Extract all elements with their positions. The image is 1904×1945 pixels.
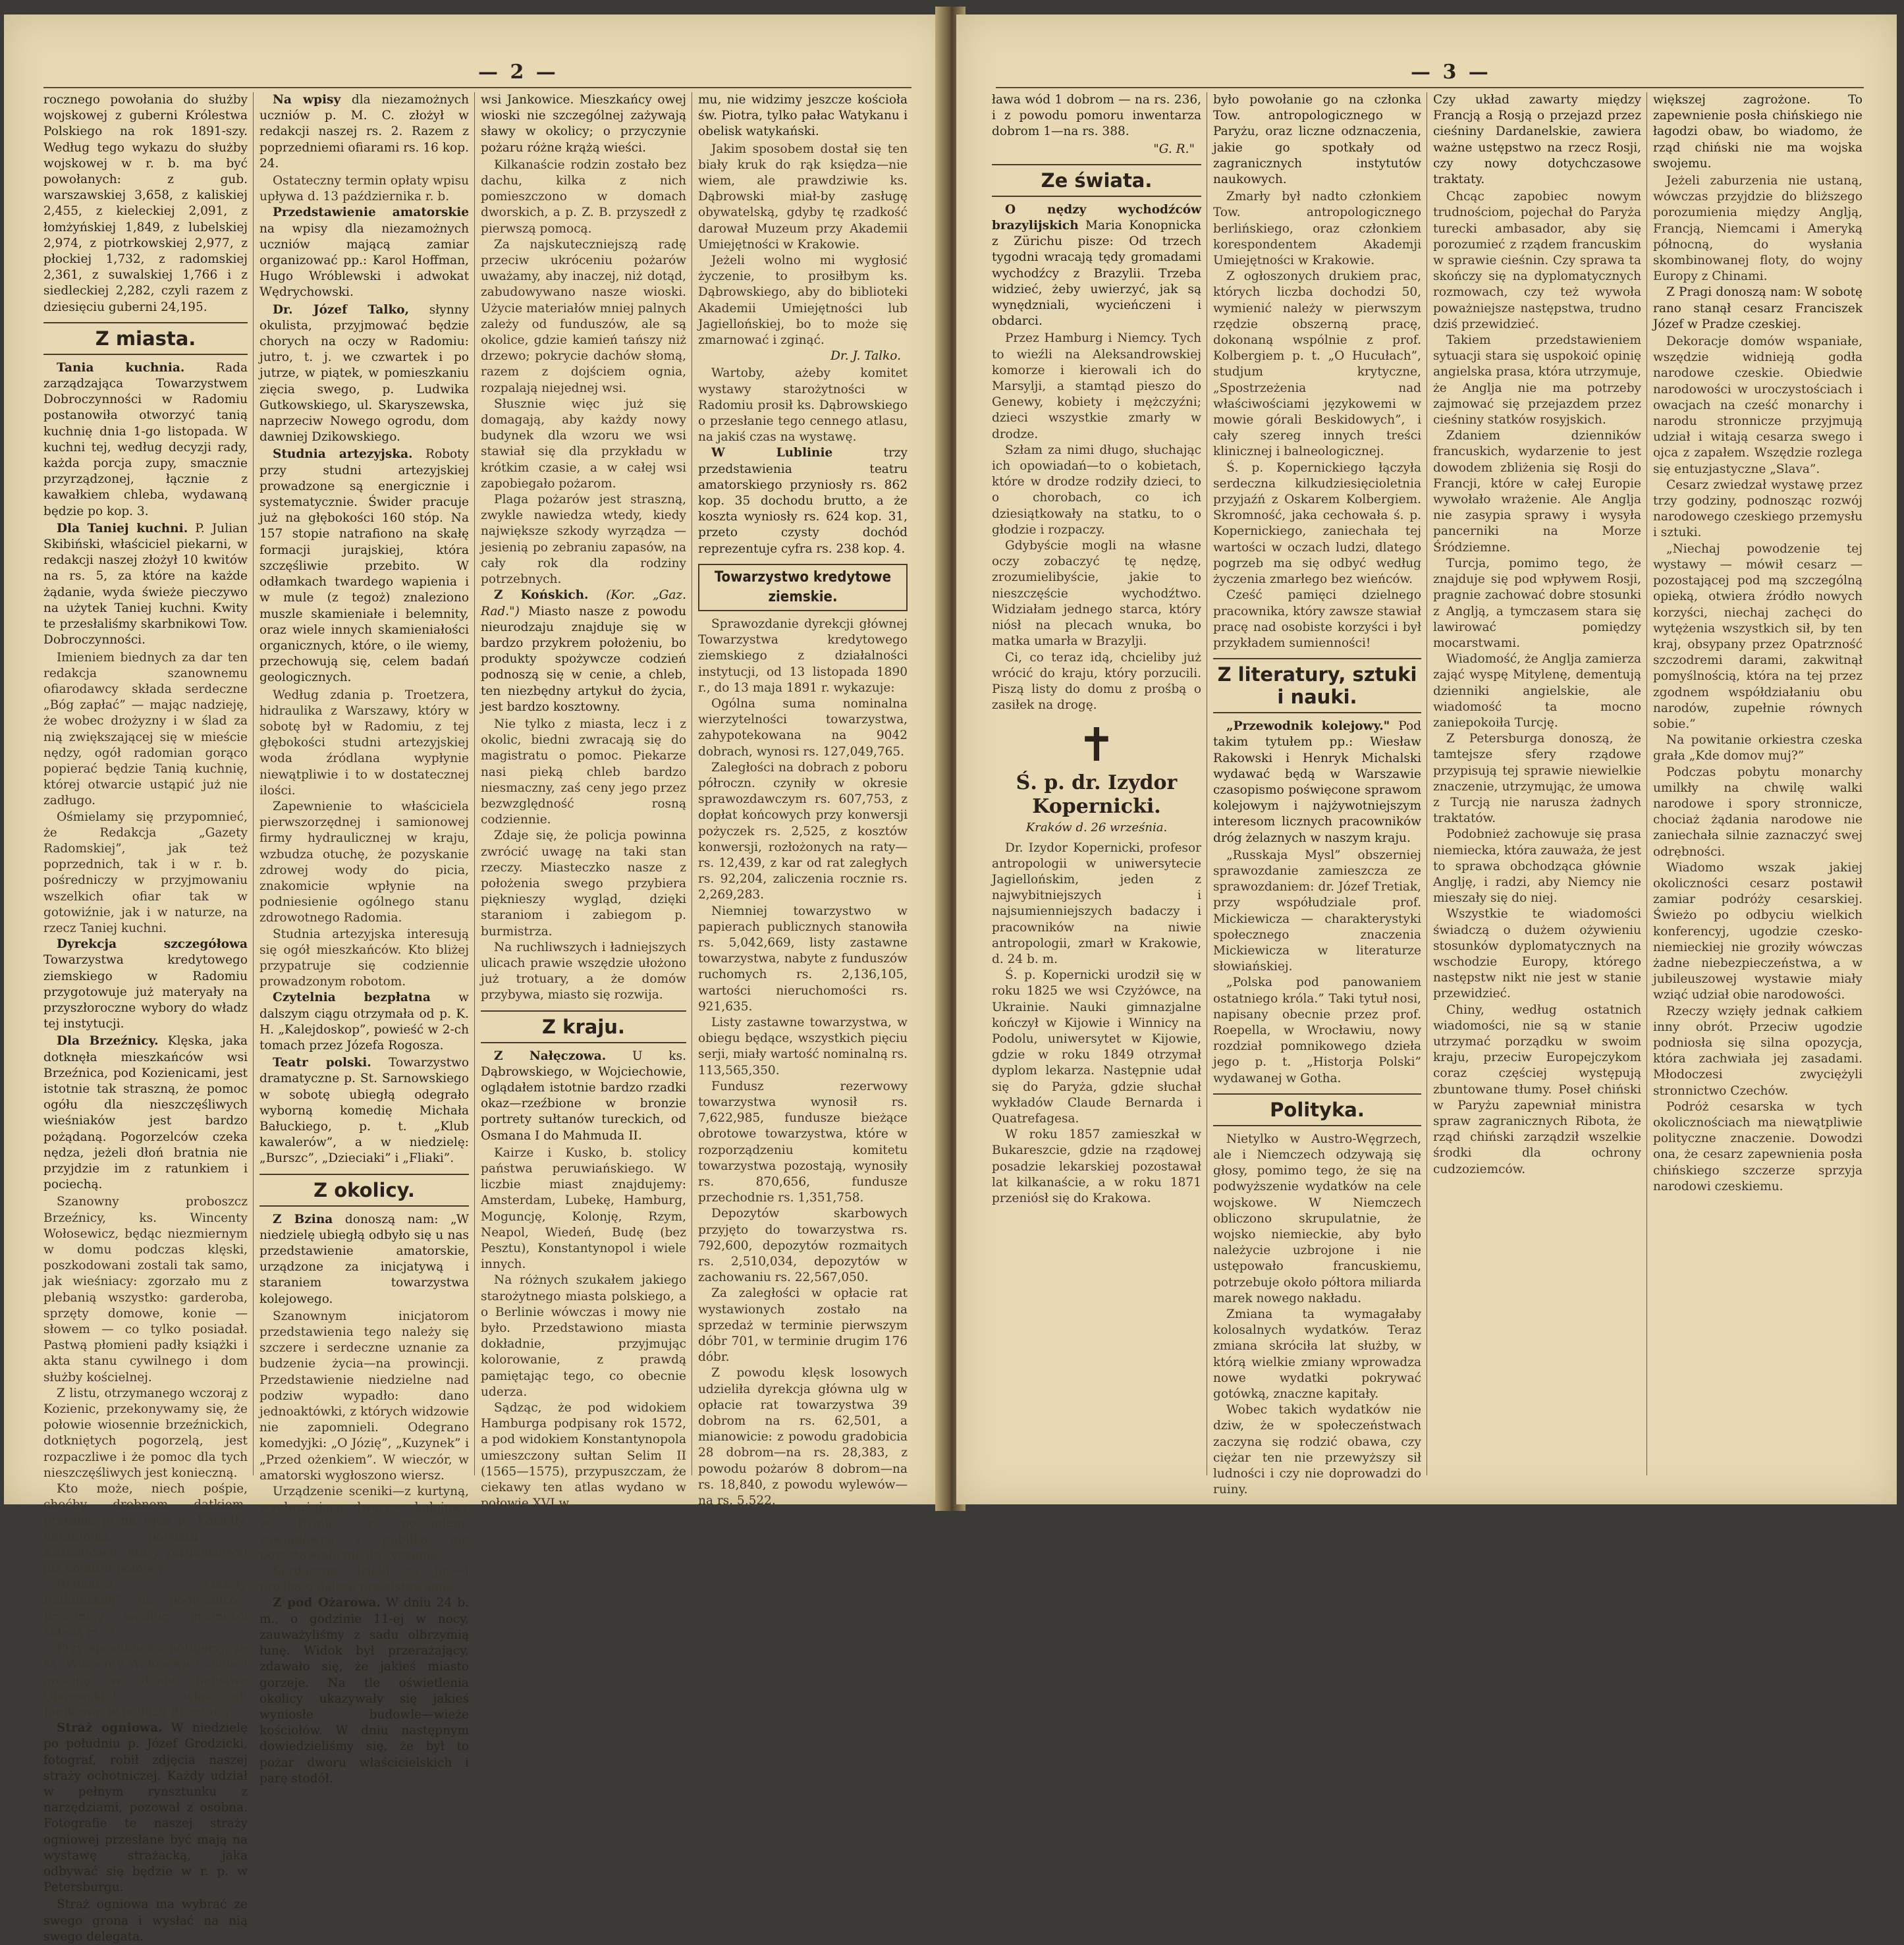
article-body-continuation: Jakim sposobem dostał się ten biały kruk do rąk księdza—nie wiem, ale prawdziwie ks. Dąbrowski miał-by zasługę obywatelską, gdyby tę rzadkość darował Muzeum przy Akademii Umiejętności w Krakowie. Jeżeli wolno mi wygłosić życzenie, to prosiłbym ks. Dąbrowskiego, aby do biblioteki Akademii Umiejętności lub Jagiellońskiej, bo to może się zmarnować i zginąć. <box>698 142 908 348</box>
article-z-naleczowa: Z Nałęczowa. U ks. Dąbrowskiego, w Wojciechowie, oglądałem istotnie bardzo rzadki okaz—rzeźbione w bronzie portrety sułtanów tureckich, od Osmana I do Mahmuda II. <box>481 1049 686 1143</box>
article-title: Tania kuchnia. <box>57 360 185 375</box>
page-number: — 2 — <box>478 61 558 84</box>
article-body: P. Julian Skibiński, właściciel piekarni, w redakcji naszej złożył 10 kwitów na rs. 5, za które na każde żądanie, wyda świeże pieczywo na użytek Taniej kuchni. Kwity te przesłaliśmy skarbnikowi Tow. Dobroczynności. <box>43 521 248 647</box>
header-rule <box>996 87 1864 88</box>
article-title: Dyrekcja szczegółowa <box>57 937 248 952</box>
article-body-continuation: Szanownym inicjatorom przedstawienia tego należy się szczere i serdeczne uznanie za budzenie życia—na prowincji. Przedstawienie niedzielne nad podziw wypadło: dano jednoaktówki, z których widzowie nie zapomnieli. Odegrano komedyjki: „O Józię”, „Kuzynek” i „Przed ożenkiem”. W wieczór, w amatorski wygłoszono wiersz. Urządzenie sceniki—z kurtyną, wyobrażającą dworzec kolejowy w Bzinie, z pociągiem, zawiadowcą i publiką nie pozostawiało nic do życzenia. Serdeczne dzięki za już—i prośba o dalsze przedstawienia. <box>259 1309 469 1595</box>
article-body-continuation: Nietylko w Austro-Węgrzech, ale i Niemczech odzywają się głosy, pomimo tego, że się na podwyższenie wydatków na cele wojskowe. W Niemczech obliczono skrupulatnie, że wojsko niemieckie, aby było należycie uzbrojone i nie ustępowało francuskiemu, potrzebuje około półtora miliarda marek nowego nakładu. Zmiana ta wymagałaby kolosalnych wydatków. Teraz zmiana skróciła lat służby, w którą wielkie zmiany wprowadza nowe wydatki pokrywać gotówką, znaczne kapitały. Wobec takich wydatków nie dziw, że w społeczeństwach zaczyna się rodzić obawa, czy ciężar ten nie przewyższy sił ludności i czy nie doprowadzi do ruiny. <box>1213 1132 1421 1497</box>
article-z-pragi: Z Pragi donoszą nam: W sobotę rano stanął cesarz Franciszek Józef w Pradze czeskiej. <box>1653 285 1863 331</box>
column-rule <box>1646 92 1647 1475</box>
article-brzeznicy: Dla Brzeźnicy. Klęska, jaka dotknęła mieszkańców wsi Brzeźnica, pod Kozienicami, jest istotnie tak straszną, że pomoc ogółu dla nieszczęśliwych wieśniaków jest bardzo pożądaną. Pogorzelców czeka nędza, jeżeli dłoń bratnia nie przyjdzie im z ratunkiem i pociechą. <box>43 1034 248 1192</box>
article-intro: rocznego powołania do służby wojskowej z guberni Królestwa Polskiego na rok 1891-szy. Według tego wykazu do służby wojskowej w r. b. ma być powołanych: z gub. warszawskiej 3,658, z kaliskiej 2,455, z kieleckiej 2,091, z łomżyńskiej 1,849, z lubelskiej 2,974, z piotrkowskiej 2,977, z płockiej 1,732, z radomskiej 2,361, z suwalskiej 1,766 i z siedleckiej 2,282, czyli razem z dziesięciu guberni 24,195. <box>43 93 248 314</box>
section-heading-z-kraju: Z kraju. <box>481 1010 686 1043</box>
article-ozarow: Z pod Ożarowa. W dniu 24 b. m., o godzinie 11-ej w nocy, zauważyliśmy z sadu olbrzymią łunę. Widok był przerażający, zdawało się, że jakieś miasto gorzeje. Na tle oświetlenia okolicy ukazywały się jakieś wyniosłe budowle—wieże kościołów. W dniu następnym dowiedzieliśmy się, że był to pożar dworu właścicielskich i parę stodół. <box>259 1596 469 1786</box>
article-title: W Lublinie <box>711 446 833 460</box>
article-body-continuation: Wartoby, ażeby komitet wystawy starożytności w Radomiu prosił ks. Dąbrowskiego o przesłanie tego cennego atlasu, na jakiś czas na wystawę. <box>698 366 908 445</box>
article-wychodzcy: O nędzy wychodźców brazylijskich Maria Konopnicka z Zürichu pisze: Od trzech tygodni wracają tędy gromadami wychodźcy z Brazylii. Trzeba widzieć, żeby uwierzyć, jak są wynędzniali, wycieńczeni i obdarci. <box>992 202 1201 329</box>
article-body-continuation: Kairze i Kusko, b. stolicy państwa peruwiańskiego. W liczbie miast znajdujemy: Amsterdam, Lubekę, Hamburg, Moguncję, Kolonję, Rzym, Neapol, Wiedeń, Budę (bez Pesztu), Konstantynopol i wiele innych. Na różnych szukałem jakiego starożytnego miasta polskiego, a o Berlinie wówczas i mowy nie było. Przedstawiono miasta dokładnie, przyjmując kolorowanie, z prawdą pamiętając tego, co obecnie uderza. Sądząc, że pod widokiem Hamburga podpisany rok 1572, a pod widokiem Konstantynopola umieszczony sułtan Selim II (1565—1575), przypuszczam, że ciekawy ten atlas wydano w połowie XVI w. <box>481 1145 686 1511</box>
article-wpisy <box>259 92 469 172</box>
page-number: — 3 — <box>1411 61 1491 84</box>
right-column-4 <box>1653 92 1863 1482</box>
right-column-2 <box>1213 92 1421 1497</box>
article-czytelnia: Czytelnia bezpłatna w dalszym ciągu otrzymała od p. K. H. „Kalejdoskop”, powieść w 2-ch tomach przez Józefa Rogosza. <box>259 991 469 1053</box>
article-title: Z Nałęczowa. <box>494 1049 607 1063</box>
article-title: Studnia artezyjska. <box>273 447 413 462</box>
article-intro: mu, nie widzimy jeszcze kościoła św. Piotra, tylko pałac Watykanu i obelisk watykański. <box>698 93 908 139</box>
section-heading-z-miasta: Z miasta. <box>43 322 248 355</box>
right-page <box>956 14 1897 1504</box>
article-title: Na wpisy <box>273 93 341 107</box>
article-title: Teatr polski. <box>273 1056 371 1070</box>
article-title: Dla Brzeźnicy. <box>57 1034 159 1049</box>
article-przedstawienie: Przedstawienie amatorskie na wpisy dla niezamożnych uczniów mającą zamiar organizować pp.: Karol Hoffman, Hugo Wróblewski i adwokat Wędrychowski. <box>259 205 469 300</box>
obituary-title: Ś. p. dr. Izydor Kopernicki. <box>1016 771 1178 819</box>
column-rule <box>253 92 254 1475</box>
article-intro: wsi Jankowice. Mieszkańcy owej wioski nie szczególnej zażywają sławy w okolicy; o przyczynie pożaru różne krążą wieści. <box>481 93 686 155</box>
article-body-continuation: Ostateczny termin opłaty wpisu upływa d. 13 października r. b. <box>259 174 469 204</box>
article-dyrekcja: Dyrekcja szczegółowa Towarzystwa kredytowego ziemskiego w Radomiu przygotowuje już materyały na przyszłoroczne wybory do władz tej instytucji. <box>43 937 248 1031</box>
article-title: Czytelnia bezpłatna <box>273 991 431 1005</box>
article-straz-ogniowa: Straż ogniowa. W niedzielę po południu p. Józef Grodzicki, fotograf, robił zdjęcia naszej straży ochotniczej. Każdy udział w pełnym rynsztunku z narzędziami, pozował z osobna. Fotografie te naszej straży ogniowej przesłane być mają na wystawę strażacką, jaka odbywać się będzie w r. p. w Petersburgu. <box>43 1721 248 1895</box>
right-column-3 <box>1433 92 1641 1482</box>
article-title: Przedstawienie amatorskie <box>273 205 469 220</box>
article-intro: Czy układ zawarty między Francją a Rosją o przejazd przez cieśniny Dardanelskie, zawiera ważne ustępstwo na rzecz Rosji, czy nowy dotychczasowe traktaty. <box>1433 93 1641 187</box>
article-body-continuation: Imieniem biednych za dar ten redakcja szanownemu ofiarodawcy składa serdeczne „Bóg zapłać” — mając nadzieję, że wobec drożyzny i w ślad za nią zwiększającej się w mieście nędzy, ogół radomian gorąco popierać będzie Tanią kuchnię, której otwarcie ustąpić już nie zadługo. Ośmielamy się przypomnieć, że Redakcja „Gazety Radomskiej”, jak też poprzednich, tak i w r. b. pośredniczy w przyjmowaniu wszelkich ofiar tak w gotowiźnie, jak i w naturze, na rzecz Taniej kuchni. <box>43 650 248 935</box>
left-page <box>4 14 944 1944</box>
left-column-1 <box>43 92 248 1944</box>
article-title: Dla Taniej kuchni. <box>57 521 188 535</box>
column-rule <box>474 92 475 1475</box>
article-intro: było powołanie go na członka Tow. antropologicznego w Paryżu, oraz liczne odznaczenia, jakie go spotkały od zagranicznych instytutów naukowych. <box>1213 93 1421 187</box>
article-title: O nędzy wychodźców brazylijskich <box>992 202 1201 233</box>
article-body-continuation: Szanowny proboszcz Brzeźnicy, ks. Wincenty Wołosewicz, będąc niezmiernym w domu podczas klęski, poszkodowani zostali tak samo, jak wieśniacy: zgorzało mu z plebanią wszystko: garderoba, sprzęty domowe, konie — słowem — co tylko posiadał. Pastwą płomieni padły książki i akta stanu cywilnego i dom służby kościelnej. Z listu, otrzymanego wczoraj z Kozienic, przekonywamy się, że połowie wiosennie brzeźnickich, dotkniętych pogorzelą, jest rozpaczliwe i że pomoc dla tych nieszczęśliwych jest konieczną. Kto może, niech pośpie, choćby drobnem datkiem, przesłać je na ręce p. Koziełły, naczelnika powiatu w Kozienicach, który zorganizował już komitet pomocy. Redakcja „Gazety Radomskiej” na pogorzelców Brzeźnicy według możności składa rs. 3. Przy sposobności notujemy, że ks. Wincenty Wołosewicz znalazł gościnę w domu państwa Olszewskich, właścicieli Janikowa, w pobliżu Brzeźnicy. <box>43 1195 248 1719</box>
article-title: Z Bzina <box>273 1212 333 1226</box>
article-z-bzina: Z Bzina donoszą nam: „W niedzielę ubiegłą odbyło się u nas przedstawienie amatorskie, urządzone za inicjatywą i staraniem towarzystwa kolejowego. <box>259 1212 469 1306</box>
signature: "G. R." <box>1153 142 1195 156</box>
article-title: Z pod Ożarowa. <box>273 1596 381 1610</box>
article-body-continuation: Przez Hamburg i Niemcy. Tych to wieźli na Aleksandrowskiej komorze i kierowali ich do Marsylji, a stamtąd pieszo do Genewy, kobiety i mężczyźni; dzieci wszystkie zmarły w drodze. Szłam za nimi długo, słuchając ich opowiadań—to o kobietach, które w drodze rodziły dzieci, to o chorobach, co ich dziesiątkowały na statku, to o głodzie i rozpaczy. Gdybyście mogli na własne oczy zobaczyć tę nędzę, zrozumielibyście, jakie to nieszczęście wychodźtwo. Widziałam jednego starca, który niósł na plecach wnuka, bo matka umarła w Brazylji. Ci, co teraz idą, chcieliby już wrócić do kraju, który porzucili. Piszą listy do domu z prośbą o zasiłek na drogę. <box>992 331 1201 713</box>
left-column-3 <box>481 92 687 1511</box>
article-title: Straż ogniowa. <box>57 1721 163 1736</box>
article-body-continuation: „Russkaja Mysl” obszerniej sprawozdanie zamieszcza ze sprawozdaniem: dr. Józef Tretiak, przy współudziale prof. Mickiewicza — charakterystyki społecznego znaczenia Mickiewicza w literaturze słowiańskiej. „Polska pod panowaniem ostatniego króla.” Taki tytuł nosi, napisany obecnie przez prof. Roepella, w Wrocławiu, nowy rozdział pomnikowego dzieła jego p. t. „Historja Polski” wydawanej w Gotha. <box>1213 848 1421 1085</box>
article-z-konskich: Z Końskich. (Kor. „Gaz. Rad.") Miasto nasze z powodu nieurodzaju znajduje się w bardzo przykrem położeniu, bo produkty spożywcze codzień podnoszą się w cenie, a chleb, ten niezbędny artykuł do życia, jest bardzo kosztowny. <box>481 588 687 714</box>
article-title: Z Końskich. <box>494 588 589 603</box>
obituary-cross-icon: ✝ <box>1077 718 1116 773</box>
article-body-continuation: Kilkanaście rodzin zostało bez dachu, kilka z nich pomieszczono w domach dworskich, a p. Z. B. przyszedł z pierwszą pomocą. Za najskuteczniejszą radę przeciw ukróceniu pożarów uważamy, aby inaczej, niż dotąd, zabudowywano nasze wioski. Użycie materiałów mniej palnych zależy od funduszów, ale są okolice, gdzie kamień tańszy niż drzewo; pokrycie dachów słomą, razem z dojściem ognia, rozpalają niejednej wsi. Słusznie więc już się domagają, aby każdy nowy budynek dla wzoru we wsi stawiał się dla przykładu w krótkim czasie, a w całej wsi zapobiegało pożarom. Plaga pożarów jest straszną, zwykle nawiedza wtedy, kiedy największe szkody wyrządza — jesienią po zebraniu zapasów, na cały rok dla rodziny potrzebnych. <box>481 157 686 587</box>
article-body: dla niezamożnych uczniów p. M. C. złożył w redakcji naszej rs. 2. Razem z poprzedniemi ofiarami rs. 16 kop. 24. <box>259 93 469 171</box>
section-banner-towarzystwo-kredytowe: Towarzystwo kredytowe ziemskie. <box>698 564 908 611</box>
article-title: Dr. Józef Talko, <box>273 302 410 317</box>
section-heading-z-literatury: Z literatury, sztuki i nauki. <box>1213 658 1421 713</box>
article-body-continuation: Chcąc zapobiec nowym trudnościom, pojechał do Paryża turecki ambasador, aby się porozumieć z rządem francuskim w sprawie cieśnin. Czy sprawa ta skończy się na dyplomatycznych rozmowach, czy też wywoła poważniejsze następstwa, trudno dziś przewidzieć. Takiem przedstawieniem sytuacji stara się uspokoić opinię angielska prasa, która utrzymuje, że Anglja nie ma potrzeby zajmować się przejazdem przez cieśniny statków rosyjskich. Zdaniem dzienników francuskich, wydarzenie to jest dowodem zbliżenia się Rosji do Francji, które w całej Europie wywołało wrażenie. Ale Anglja nie zasypia sprawy i wysyła pancerniki na Morze Śródziemne. Turcja, pomimo tego, że znajduje się pod wpływem Rosji, pragnie zachować dobre stosunki z Anglją, a tymczasem stara się lawirować pomiędzy mocarstwami. Wiadomość, że Anglja zamierza zająć wyspę Mitylenę, dementują dzienniki angielskie, ale wiadomość ta mocno zaniepokoiła Turcję. Z Petersburga donoszą, że tamtejsze sfery rządowe przypisują tej sprawie niewielkie znaczenie, utrzymując, że umowa z Turcją nie narusza żadnych traktatów. Podobnież zachowuje się prasa niemiecka, która zauważa, że jest to sprawa obchodząca głównie Anglję, i radzi, aby Niemcy nie mieszały się do niej. Wszystkie te wiadomości świadczą o dużem ożywieniu stosunków dyplomatycznych na wschodzie Europy, którego następstw nikt nie jest w stanie przewidzieć. Chiny, według ostatnich wiadomości, nie są w stanie utrzymać porządku w swoim kraju, przeciw Europejczykom coraz częściej występują zbuntowane tłumy. Poseł chiński w Paryżu zapewniał ministra spraw zagranicznych Ribota, że rząd chiński zarządził wszelkie środki dla ochrony cudzoziemców. <box>1433 190 1641 1176</box>
right-column-1 <box>992 92 1201 1482</box>
section-heading-z-okolicy: Z okolicy. <box>259 1174 469 1207</box>
article-studnia: Studnia artezyjska. Roboty przy studni artezyjskiej prowadzone są energicznie i systematycznie. Świder pracuje już na głębokości 160 stóp. Na 157 stopie natrafiono na skałę formacji jurajskiej, która szczęśliwie przebito. W odłamkach twardego wapienia i w mule (z tegoż) znaleziono muszle skamieniałe i belemnity, oraz wiele innych skamieniałości organicznych, które, o ile wiemy, przechowują się, celem badań geologicznych. <box>259 447 469 685</box>
article-w-lublinie: W Lublinie trzy przedstawienia teatru amatorskiego przyniosły rs. 862 kop. 35 dochodu brutto, a że koszta wyniosły rs. 624 kop. 31, przeto czysty dochód reprezentuje cyfra rs. 238 kop. 4. <box>698 446 908 556</box>
obituary-dateline: Kraków d. 26 września. <box>1025 821 1168 835</box>
article-body-continuation: Dr. Izydor Kopernicki, profesor antropologii w uniwersytecie Jagiellońskim, jeden z najwybitniejszych i najsumienniejszych badaczy i pracowników na niwie antropologii, zmarł w Krakowie, d. 24 b. m. Ś. p. Kopernicki urodził się w roku 1825 we wsi Czyżówce, na Ukrainie. Nauki gimnazjalne kończył w Kijowie i Winnicy na Podolu, uniwersytet w Kijowie, gdzie w roku 1849 otrzymał dyplom lekarza. Następnie udał się do Paryża, gdzie słuchał wykładów Claude Bernarda i Quatrefagesa. W roku 1857 zamieszkał w Bukareszcie, gdzie na rządowej posadzie lekarskiej pozostawał lat kilkanaście, a w roku 1871 przeniósł się do Krakowa. <box>992 840 1201 1205</box>
article-body: Rada zarządzająca Towarzystwem Dobroczynności w Radomiu postanowiła otworzyć tanią kuchnię dnia 1-go listopada. W kuchni tej, według decyzji rady, każda porcja zupy, smacznie przyrządzonej, łącznie z kawałkiem chleba, wydawaną będzie po kop. 3. <box>43 360 248 518</box>
section-heading-ze-swiata: Ze świata. <box>992 164 1201 197</box>
article-teatr: Teatr polski. Towarzystwo dramatyczne p. St. Sarnowskiego w sobotę ubiegłą odegrało wyborną komedię Michała Bałuckiego, p. t. „Klub kawalerów”, a w niedzielę: „Burszc”, „Dzieciaki” i „Fliaki”. <box>259 1056 469 1166</box>
article-body-continuation: Nie tylko z miasta, lecz i z okolic, biedni zwracają się do magistratu o pomoc. Piekarze nasi pieką chleb bardzo niesmaczny, zaś ceny jego przez bezwzględność rosną codziennie. Zdaje się, że policja powinna zwrócić uwagę na taki stan rzeczy. Miasteczko nasze z położenia swego przybiera pięknieszy wygląd, dzięki staraniom i zabiegom p. burmistrza. Na ruchliwszych i ładniejszych ulicach prawie wszędzie ułożono już trotuary, a że domów przybywa, miasto się rozwija. <box>481 717 686 1002</box>
section-heading-polityka: Polityka. <box>1213 1093 1421 1126</box>
article-body-continuation: Sprawozdanie dyrekcji głównej Towarzystwa kredytowego ziemskiego z działalności instytucji, od 13 listopada 1890 r., do 13 maja 1891 r. wykazuje: Ogólna suma nominalna wierzytelności towarzystwa, zahypotekowana na 9042 dobrach, wynosi rs. 127,049,765. Zaległości na dobrach z poboru półroczn. czyniły w okresie sprawozdawczym rs. 607,753, z dopłat końcowych przy konwersji pożyczek rs. 2,525, z kosztów konwersji, rozłożonych na raty—rs. 12,439, z kar od rat zaległych rs. 92,204, zaliczenia rocznie rs. 2,269,283. Niemniej towarzystwo w papierach publicznych stanowiła rs. 5,042,669, listy zastawne towarzystwa, nabyte z funduszów ruchomych rs. 2,136,105, wartości nieruchomości rs. 921,635. Listy zastawne towarzystwa, w obiegu będące, wszystkich pięciu serji, miały wartość nominalną rs. 113,565,350. Fundusz rezerwowy towarzystwa wynosił rs. 7,622,985, fundusze bieżące obrotowe towarzystwa, które w rozporządzeniu komitetu towarzystwa pozostają, wynosiły rs. 870,656, fundusze przechodnie rs. 1,351,758. Depozytów skarbowych przyjęto do towarzystwa rs. 792,600, depozytów rozmaitych rs. 2,510,034, depozytów w zachowaniu rs. 22,567,050. Za zaległości w opłacie rat wystawionych zostało na sprzedaż w terminie pierwszym dóbr 701, w terminie drugim 176 dóbr. Z powodu klęsk losowych udzieliła dyrekcja główna ulg w opłacie rat towarzystwa 39 dobrom na rs. 62,501, a mianowicie: z powodu gradobicia 28 dobrom—na rs. 28,383, z powodu pożarów 8 dobrom—na rs. 18,840, z powodu wylewów—na rs. 5,522. <box>698 616 908 1508</box>
article-intro: większej zagrożone. To zapewnienie posła chińskiego nie łagodzi obaw, bo wiadomo, że rząd chiński nie ma wojska swojemu. <box>1653 93 1863 171</box>
article-body-continuation: Według zdania p. Troetzera, hidraulika z Warszawy, który w sobotę był w Radomiu, z tej głębokości studni artezyjskiej woda źródlana wypłynie niewątpliwie i to w dostatecznej ilości. Zapewnienie to właściciela pierwszorzędnej i samionowej firmy hydraulicznej w kraju, wzbudza otuchę, że pozyskanie zdrowej wody do picia, znakomicie wpłynie na podniesienie ogólnego stanu zdrowotnego Radomia. Studnia artezyjska interesują się ogół mieszkańców. Kto bliżej przypatruje się codziennie prowadzonym robotom. <box>259 688 469 989</box>
article-intro: ława wód 1 dobrom — na rs. 236, i z powodu pomoru inwentarza dobrom 1—na rs. 388. <box>992 93 1201 139</box>
article-body-continuation: Jeżeli zaburzenia nie ustaną, wówczas przyjdzie do bliższego porozumienia między Anglją, Francją, Niemcami i Ameryką północną, do wysłania skombinowanej floty, do wojny Europy z Chinami. <box>1653 174 1863 284</box>
article-body-continuation: Dekoracje domów wspaniałe, wszędzie widnieją godła narodowe czeskie. Obiedwie narodowości w uroczystościach i owacjach na cześć monarchy i narodu stronnicze przyjmują udział i witają cesarza swego i ojca z zapałem. Wszędzie rozlega się entuzjastyczne „Slava”. Cesarz zwiedzał wystawę przez trzy godziny, podnosząc rozwój narodowego czeskiego przemysłu i sztuki. „Niechaj powodzenie tej wystawy — mówił cesarz — pozostającej pod mą szczególną opieką, otwiera źródło nowych korzyści, niechaj zachęci do wytężenia wszystkich sił, by ten kraj, obsypany przez Opatrzność szczodremi darami, zakwitnął pomyślnością, która na tej przez zgodnem współdziałaniu obu narodów, zupełnie równych sobie.” Na powitanie orkiestra czeska grała „Kde domov muj?” Podczas pobytu monarchy umilkły na chwilę walki narodowe i spory stronnicze, chociaż żądania narodowe nie zaniechała silnie zaznaczyć swej odrębności. Wiadomo wszak jakiej okoliczności cesarz postawił zamiar podróży cesarskiej. Świeżo po odbyciu wielkich konferencyj, ugodzie czesko-niemieckiej nie groziły wówczas żadne niebezpieczeństwa, a w jubileuszowej wystawie miały wziąć udział obie narodowości. Rzeczy wzięły jednak całkiem inny obrót. Przeciw ugodzie podniosła się silna opozycja, która zachwiała jej zasadami. Młodoczesi zwyciężyli stronnictwo Czechów. Podróż cesarska w tych okolicznościach ma niewątpliwie polityczne znaczenie. Dowodzi ona, że cesarz zapewnienia posła chińskiego szczerze sprzyja narodowi czeskiemu. <box>1653 335 1863 1193</box>
article-tania-kuchnia <box>43 360 248 520</box>
article-talko: Dr. Józef Talko, słynny okulista, przyjmować będzie chorych na oczy w Radomiu: jutro, t. j. we czwartek i po jutrze, w piątek, w pomieszkaniu zięcia swego, p. Ludwika Gutkowskiego, ul. Skaryszewska, naprzeciw Nowego ogrodu, dom dawniej Dzikowskiego. <box>259 302 469 445</box>
left-column-4 <box>698 92 908 1508</box>
article-closing: Straż ogniowa ma wybrać ze swego grona i wysłać na nią swego delegata. <box>43 1898 248 1944</box>
article-przewodnik: „Przewodnik kolejowy." Pod takim tytułem pp.: Wiesław Rakowski i Henryk Michalski wydawać będą w Warszawie czasopismo poświęcone sprawom kolejowym i najżywotniejszym interesom licznych pracowników dróg żelaznych w naszym kraju. <box>1213 719 1421 845</box>
header-rule <box>43 87 911 88</box>
article-dla-taniej-kuchni <box>43 521 248 649</box>
article-source: (Kor. „Gaz. Rad.") <box>481 588 687 618</box>
signature: Dr. J. Talko. <box>830 349 901 364</box>
article-body-continuation: Zmarły był nadto członkiem Tow. antropologicznego berlińskiego, oraz członkiem korespondentem Akademji Umiejętności w Krakowie. Z ogłoszonych drukiem prac, których liczba dochodzi 50, wymienić należy w pierwszym rzędzie obszerną pracę, dokonaną wspólnie z prof. Kolbergiem p. t. „O Hucułach”, studjum krytyczne, „Spostrzeżenia nad właściwościami językowemi w mowie górali Beskidowych”, i cały szereg innych treści klinicznej i balneologicznej. Ś. p. Kopernickiego łączyła serdeczna kilkudziesięcioletnia przyjaźń z Oskarem Kolbergiem. Skromność, jaka cechowała ś. p. Kopernickiego, zaniechała tej wartości w oczach ludzi, dlatego pogrzeb ma się odbyć według życzenia zmarłego bez wieńców. Cześć pamięci dzielnego pracownika, który zawsze stawiał pracę nad osobiste korzyści i był przykładem sumienności! <box>1213 190 1421 650</box>
left-column-2 <box>259 92 469 1786</box>
article-title: „Przewodnik kolejowy." <box>1226 719 1390 734</box>
